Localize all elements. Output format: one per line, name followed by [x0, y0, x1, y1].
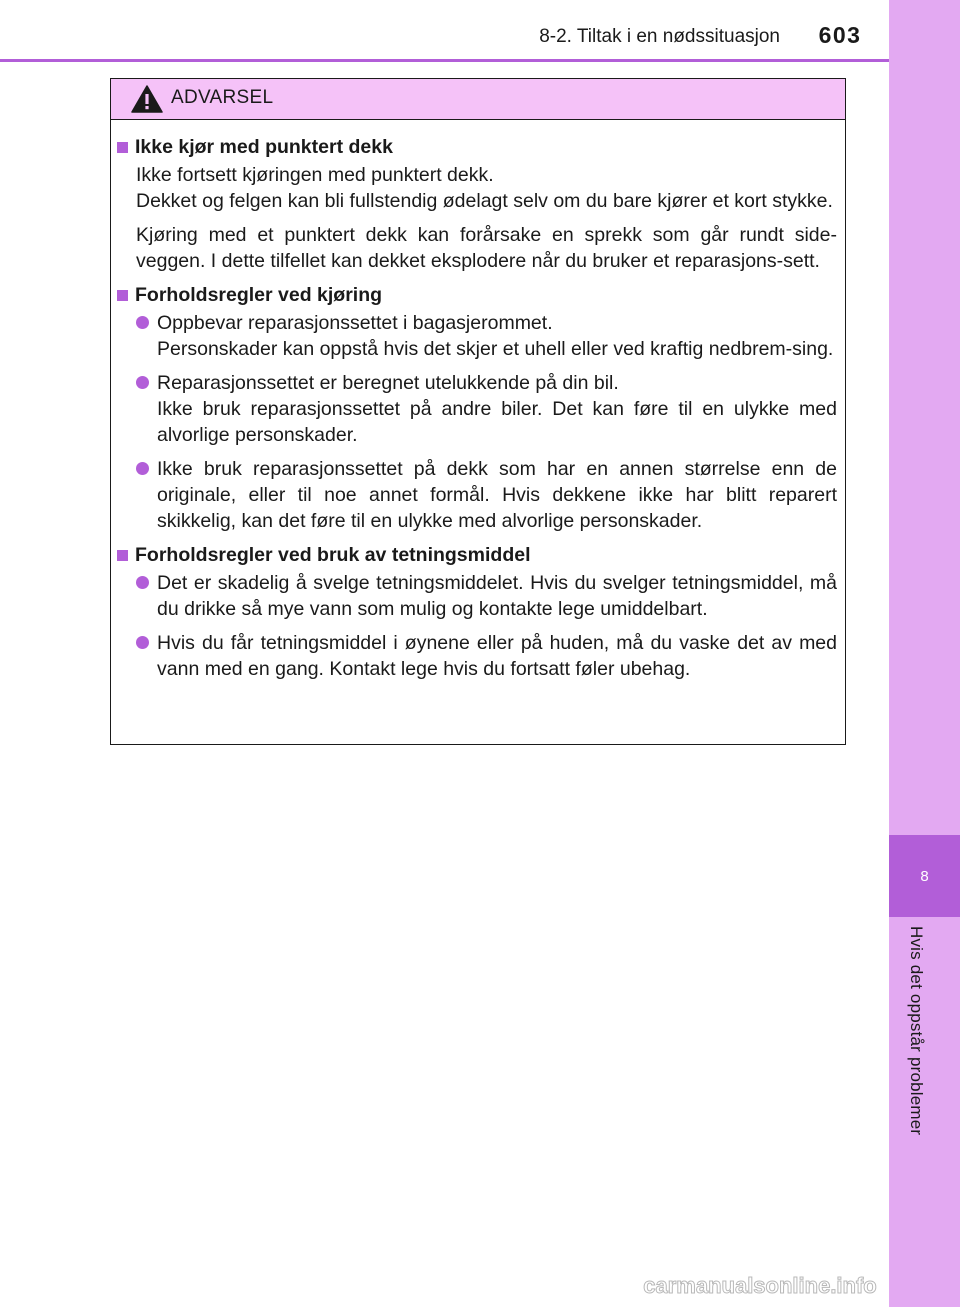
- warning-box: [110, 78, 846, 745]
- section-heading: Forholdsregler ved kjøring: [117, 282, 837, 308]
- paragraph: Kjøring med et punktert dekk kan forårsake en sprekk som går rundt side-veggen. I dette tilfellet kan dekket eksplodere når du bruker et reparasjons-sett.: [136, 224, 837, 272]
- warning-header: [111, 79, 845, 120]
- paragraph: Ikke fortsett kjøringen med punktert dekk. Dekket og felgen kan bli fullstendig ødelagt selv om du bare kjører et kort stykke.: [136, 164, 833, 212]
- warning-title: ADVARSEL: [171, 87, 274, 108]
- page-number: 603: [818, 22, 862, 48]
- header-divider: [0, 59, 889, 62]
- round-bullet-icon: [136, 636, 149, 649]
- section-text: [117, 162, 837, 274]
- round-bullet-icon: [136, 462, 149, 475]
- section-heading: Ikke kjør med punktert dekk: [117, 134, 837, 160]
- section-heading: Forholdsregler ved bruk av tetningsmiddel: [117, 542, 837, 568]
- round-bullet-icon: [136, 576, 149, 589]
- chapter-number: 8: [920, 867, 929, 885]
- square-bullet-icon: [117, 290, 128, 301]
- square-bullet-icon: [117, 142, 128, 153]
- bullet-item: Ikke bruk reparasjonssettet på dekk som har en annen størrelse enn de originale, eller til noe annet formål. Hvis dekkene ikke har blitt reparert skikkelig, kan det føre til en ulykke med alvorlige personskader.: [117, 456, 837, 534]
- chapter-title: Hvis det oppstår problemer: [907, 926, 926, 1136]
- warning-triangle-icon: [131, 85, 163, 113]
- section-title: 8-2. Tiltak i en nødssituasjon: [539, 26, 780, 47]
- round-bullet-icon: [136, 376, 149, 389]
- watermark-text: carmanualsonline.info: [643, 1273, 877, 1298]
- warning-body: [111, 120, 845, 682]
- bullet-item: Det er skadelig å svelge tetningsmiddelet. Hvis du svelger tetningsmiddel, må du drikke så mye vann som mulig og kontakte lege umiddelbart.: [117, 570, 837, 622]
- watermark-logo: [610, 1268, 910, 1302]
- bullet-item: Hvis du får tetningsmiddel i øynene eller på huden, må du vaske det av med vann med en gang. Kontakt lege hvis du fortsatt føler ubehag.: [117, 630, 837, 682]
- chapter-tab[interactable]: [889, 835, 960, 917]
- bullet-item: Reparasjonssettet er beregnet utelukkende på din bil. Ikke bruk reparasjonssettet på andre biler. Det kan føre til en ulykke med alvorlige personskader.: [117, 370, 837, 448]
- bullet-item: Oppbevar reparasjonssettet i bagasjerommet. Personskader kan oppstå hvis det skjer et uhell eller ved kraftig nedbrem-sing.: [117, 310, 837, 362]
- square-bullet-icon: [117, 550, 128, 561]
- round-bullet-icon: [136, 316, 149, 329]
